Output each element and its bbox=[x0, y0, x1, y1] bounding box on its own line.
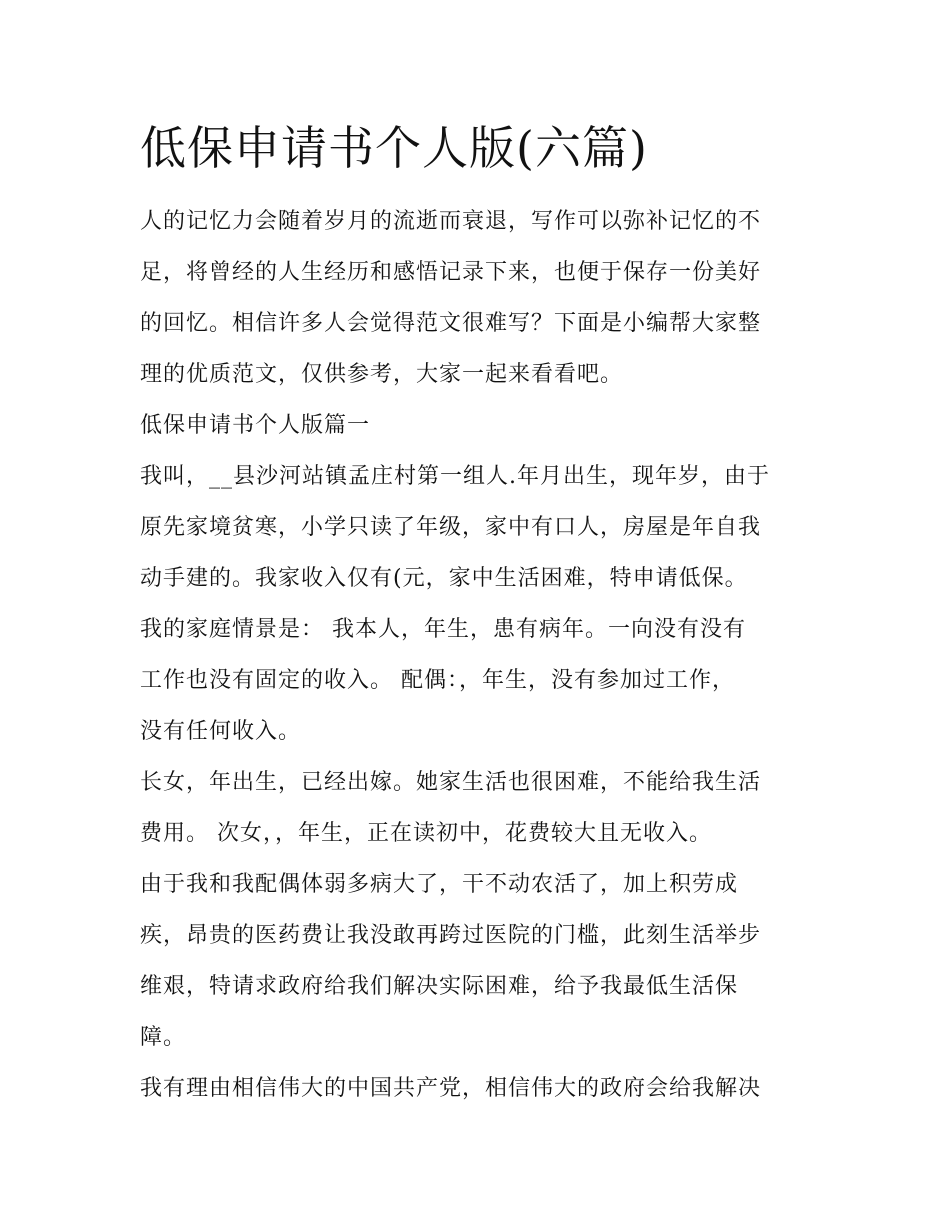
paragraph-line: 工作也没有固定的收入。 配偶：，年生，没有参加过工作， bbox=[140, 668, 735, 693]
body-paragraph-2 bbox=[140, 604, 820, 757]
paragraph-line: 维艰，特请求政府给我们解决实际困难，给予我最低生活保 bbox=[140, 974, 739, 999]
section-heading: 低保申请书个人版篇一 bbox=[140, 413, 371, 438]
paragraph-line: 我有理由相信伟大的中国共产党，相信伟大的政府会给我解决 bbox=[140, 1076, 762, 1101]
paragraph-line: 疾，昂贵的医药费让我没敢再跨过医院的门槛，此刻生活举步 bbox=[140, 923, 762, 948]
paragraph-line: 没有任何收入。 bbox=[140, 719, 302, 744]
paragraph-line: 由于我和我配偶体弱多病大了，干不动农活了，加上积劳成 bbox=[140, 872, 739, 897]
intro-line: 人的记忆力会随着岁月的流逝而衰退，写作可以弥补记忆的不 bbox=[140, 209, 762, 234]
intro-paragraph bbox=[140, 196, 820, 400]
paragraph-line: 费用。 次女，，年生，正在读初中，花费较大且无收入。 bbox=[140, 821, 712, 846]
paragraph-line: 障。 bbox=[140, 1025, 187, 1050]
intro-line: 理的优质范文，仅供参考，大家一起来看看吧。 bbox=[140, 362, 624, 387]
document-page bbox=[140, 112, 820, 1114]
body-paragraph-3 bbox=[140, 757, 820, 859]
intro-line: 的回忆。相信许多人会觉得范文很难写？下面是小编帮大家整 bbox=[140, 311, 762, 336]
intro-line: 足，将曾经的人生经历和感悟记录下来，也便于保存一份美好 bbox=[140, 260, 762, 285]
body-paragraph-4 bbox=[140, 859, 820, 1063]
paragraph-line: 长女，年出生，已经出嫁。她家生活也很困难，不能给我生活 bbox=[140, 770, 762, 795]
body-paragraph-1 bbox=[140, 451, 820, 604]
body-paragraph-5 bbox=[140, 1063, 820, 1114]
paragraph-line: 动手建的。我家收入仅有(元，家中生活困难，特申请低保。 bbox=[140, 566, 748, 591]
paragraph-line: 原先家境贫寒，小学只读了年级，家中有口人，房屋是年自我 bbox=[140, 515, 762, 540]
document-title: 低保申请书个人版(六篇) bbox=[140, 121, 648, 175]
paragraph-line: 我叫，__县沙河站镇孟庄村第一组人.年月出生，现年岁，由于 bbox=[140, 464, 770, 489]
paragraph-line: 我的家庭情景是： 我本人，年生，患有病年。一向没有没有 bbox=[140, 617, 746, 642]
